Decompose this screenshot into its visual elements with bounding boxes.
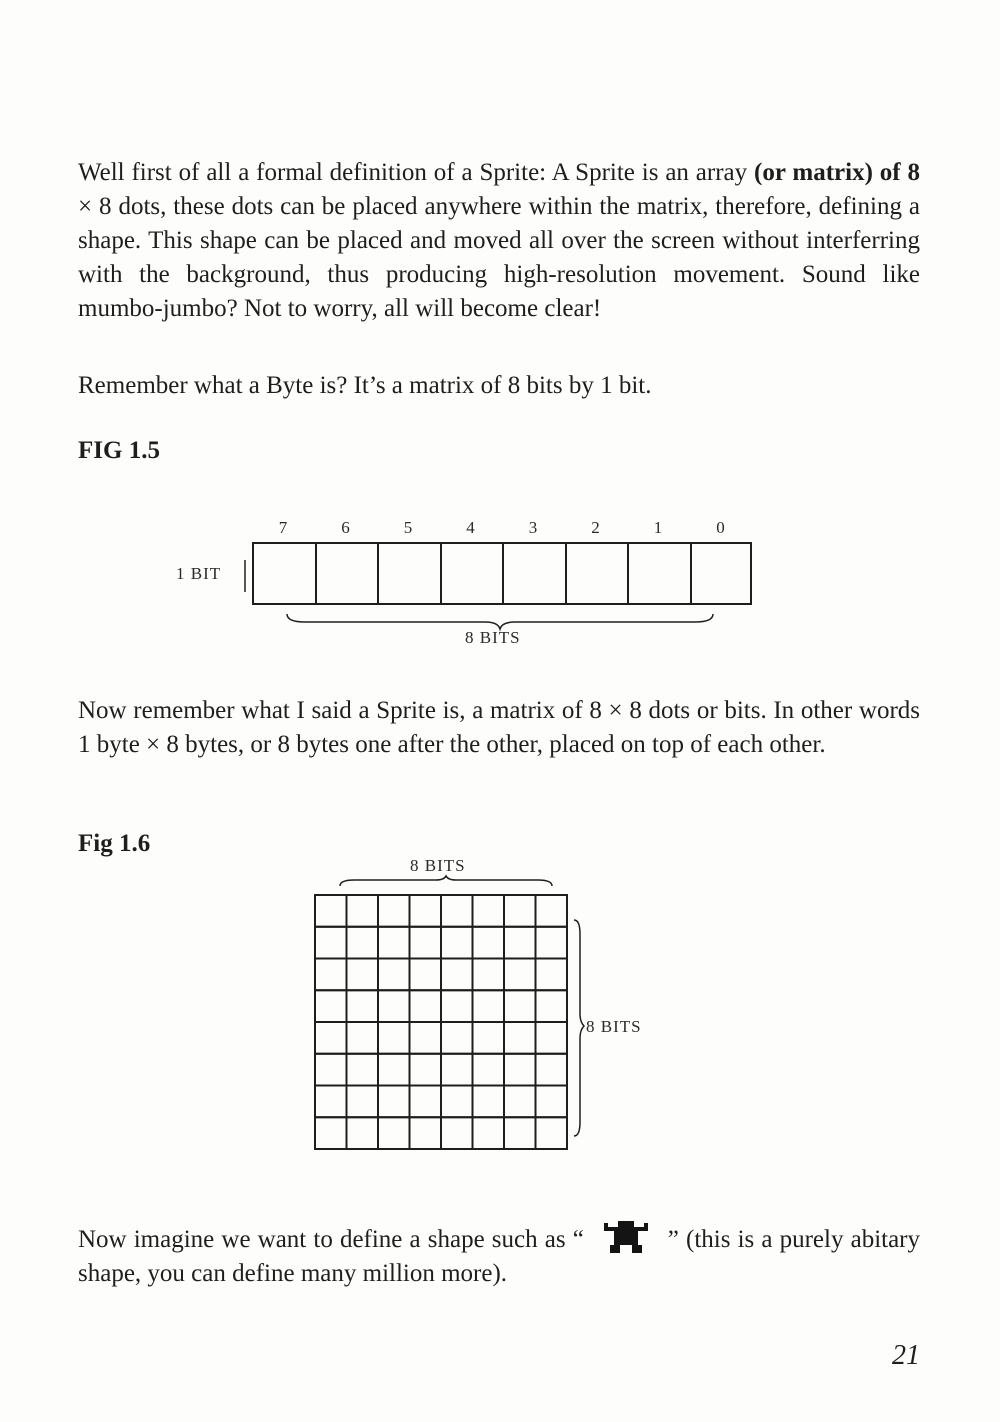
grid-cell: [410, 959, 442, 991]
grid-cell: [504, 1117, 536, 1149]
paragraph-byte-reminder: Remember what a Byte is? It’s a matrix of 8 bits by 1 bit.: [78, 372, 652, 399]
bit-cell-3: [502, 542, 567, 605]
bit-index-3: 3: [528, 518, 538, 537]
grid-cell: [378, 1054, 410, 1086]
eight-bits-label: 8 BITS: [465, 628, 521, 647]
grid-top-brace: [338, 876, 558, 894]
grid-cell: [441, 1086, 473, 1118]
grid-cell: [441, 1022, 473, 1054]
figure-label-1-6: Fig 1.6: [78, 830, 151, 857]
grid-cell: [504, 895, 536, 927]
grid-cell: [473, 927, 505, 959]
grid-cell: [441, 990, 473, 1022]
grid-cell: [315, 895, 347, 927]
grid-cell: [536, 959, 568, 991]
grid-cell: [378, 959, 410, 991]
grid-cell: [473, 1054, 505, 1086]
grid-top-label: 8 BITS: [410, 856, 466, 875]
grid-cell: [536, 1086, 568, 1118]
grid-cell: [441, 895, 473, 927]
grid-cell: [536, 1117, 568, 1149]
grid-cell: [441, 1054, 473, 1086]
grid-cell: [410, 990, 442, 1022]
grid-cell: [347, 1022, 379, 1054]
grid-cell: [504, 927, 536, 959]
grid-cell: [536, 1054, 568, 1086]
grid-cell: [536, 990, 568, 1022]
grid-cell: [378, 990, 410, 1022]
grid-cell: [315, 959, 347, 991]
grid-cell: [504, 959, 536, 991]
one-bit-bracket: [240, 558, 250, 598]
bit-index-2: 2: [591, 518, 600, 537]
grid-cell: [378, 1022, 410, 1054]
bit-cell-2: [565, 542, 630, 605]
paragraph-sprite-matrix: Now remember what I said a Sprite is, a matrix of 8 × 8 dots or bits. In other words 1 byte × 8 bytes, or 8 bytes one after the other, placed on top of each other.: [78, 697, 920, 758]
grid-cell: [410, 1054, 442, 1086]
grid-cell: [504, 990, 536, 1022]
grid-cell: [410, 1117, 442, 1149]
text: ” (this is a purely abitary shape, you can define many million more).: [78, 1226, 921, 1287]
grid-cell: [378, 1117, 410, 1149]
bold-text: (or matrix) of 8: [754, 159, 920, 186]
grid-cell: [410, 1022, 442, 1054]
text: × 8 dots, these dots can be placed anywhere within the matrix, therefore, defining a shape. This shape can be placed and moved all over the screen without interferring with the background, thus producing high-resolution movement. Sound like mumbo-jumbo? Not to worry, all will become clear!: [78, 193, 920, 322]
grid-cell: [473, 959, 505, 991]
grid-cell: [410, 927, 442, 959]
grid-side-label: 8 BITS: [586, 1017, 642, 1036]
grid-cell: [473, 1117, 505, 1149]
grid-cell: [347, 927, 379, 959]
bit-index-6: 6: [341, 518, 350, 537]
bit-cell-0: [690, 542, 753, 605]
grid-cell: [410, 1086, 442, 1118]
grid-cell: [315, 927, 347, 959]
grid-cell: [441, 927, 473, 959]
grid-cell: [315, 1054, 347, 1086]
bit-cell-6: [315, 542, 380, 605]
paragraph-define-shape: [78, 1221, 920, 1291]
grid-cell: [536, 1022, 568, 1054]
bit-index-4: 4: [466, 518, 475, 537]
bit-index-5: 5: [403, 518, 413, 537]
grid-cell: [378, 927, 410, 959]
text: Now imagine we want to define a shape such as “: [78, 1226, 584, 1253]
bit-cell-5: [377, 542, 442, 605]
grid-cell: [536, 895, 568, 927]
grid-cell: [410, 895, 442, 927]
grid-cell: [315, 1022, 347, 1054]
grid-cell: [315, 1117, 347, 1149]
bit-index-7: 7: [278, 518, 288, 537]
one-bit-label: 1 BIT: [176, 564, 222, 583]
grid-cell: [536, 927, 568, 959]
grid-cell: [378, 1086, 410, 1118]
grid-cell: [441, 959, 473, 991]
grid-cell: [504, 1022, 536, 1054]
bit-index-0: 0: [716, 518, 725, 537]
grid-cell: [347, 1086, 379, 1118]
grid-cell: [473, 1022, 505, 1054]
bit-cell-7: [252, 542, 317, 605]
bit-cell-4: [440, 542, 505, 605]
bit-index-1: 1: [653, 518, 663, 537]
text: Well first of all a formal definition of a Sprite: A Sprite is an array: [78, 159, 755, 186]
grid-cell: [347, 1054, 379, 1086]
grid-cell: [347, 895, 379, 927]
sprite-grid: [314, 894, 568, 1150]
figure-label-1-5: FIG 1.5: [78, 437, 160, 464]
grid-cell: [378, 895, 410, 927]
grid-cell: [315, 1086, 347, 1118]
grid-cell: [347, 1117, 379, 1149]
grid-cell: [347, 959, 379, 991]
grid-cell: [473, 990, 505, 1022]
grid-cell: [441, 1117, 473, 1149]
paragraph-sprite-definition: [78, 156, 920, 326]
sprite-figure-icon: [590, 1221, 662, 1257]
grid-cell: [473, 895, 505, 927]
grid-cell: [347, 990, 379, 1022]
page-number: 21: [892, 1340, 920, 1371]
grid-cell: [504, 1086, 536, 1118]
grid-cell: [473, 1086, 505, 1118]
grid-cell: [315, 990, 347, 1022]
grid-cell: [504, 1054, 536, 1086]
bit-cell-1: [627, 542, 692, 605]
